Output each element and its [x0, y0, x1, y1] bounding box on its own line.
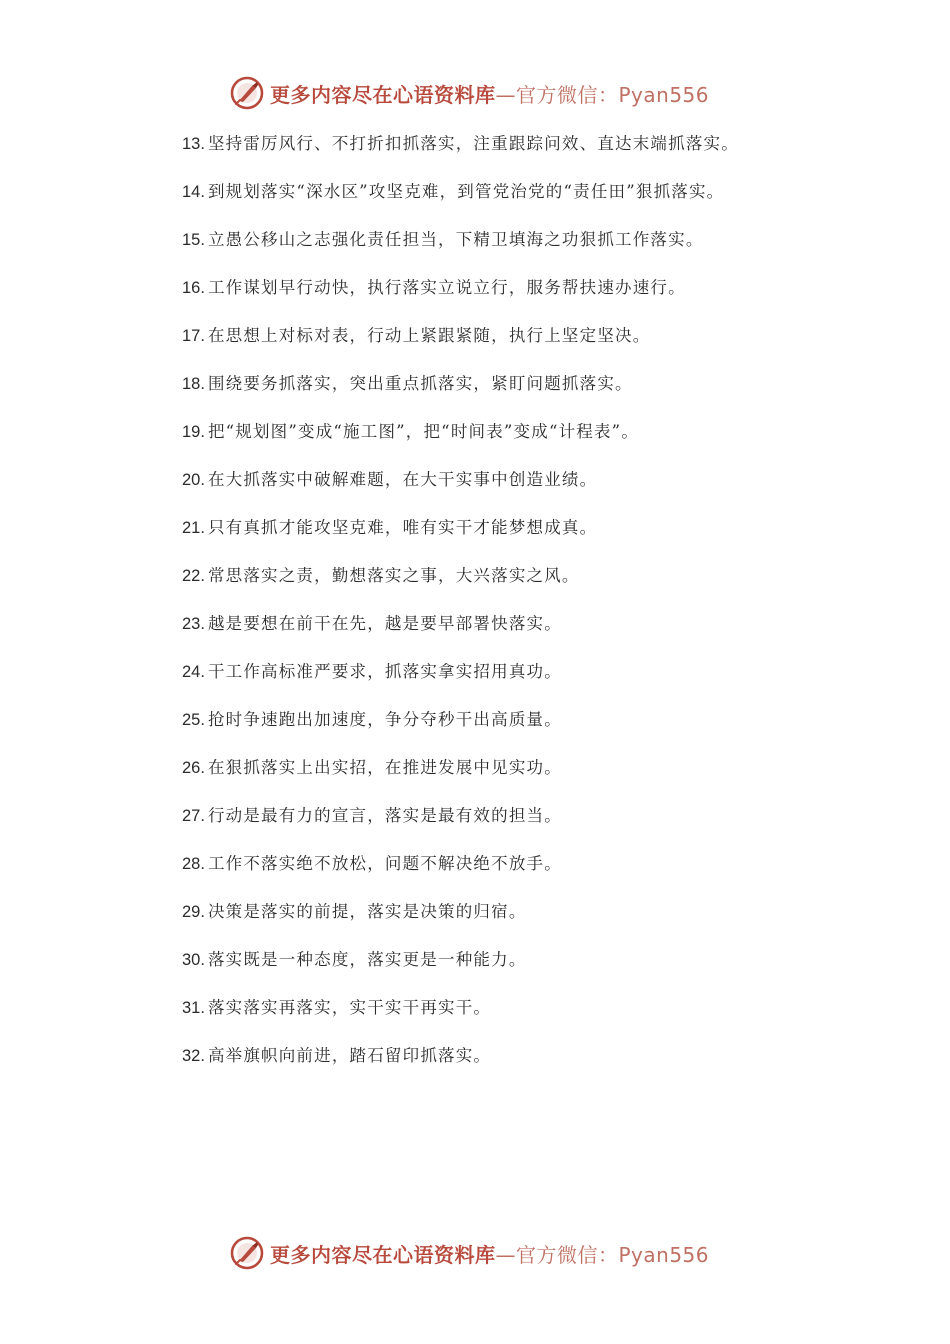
list-item — [182, 706, 882, 754]
item-number: 32. — [182, 1047, 205, 1065]
list-item — [182, 658, 882, 706]
item-text: 在大抓落实中破解难题，在大干实事中创造业绩。 — [207, 470, 598, 489]
item-text: 在狠抓落实上出实招，在推进发展中见实功。 — [207, 758, 562, 777]
list-item — [182, 802, 882, 850]
list-item — [182, 1042, 882, 1090]
item-text: 越是要想在前干在先，越是要早部署快落实。 — [207, 614, 562, 633]
item-text: 在思想上对标对表，行动上紧跟紧随，执行上坚定坚决。 — [207, 326, 651, 345]
quill-logo-icon — [230, 1236, 264, 1270]
item-text: 立愚公移山之志强化责任担当，下精卫填海之功狠抓工作落实。 — [207, 230, 704, 249]
list-item — [182, 274, 882, 322]
item-number: 29. — [182, 903, 205, 921]
list-item — [182, 754, 882, 802]
item-number: 17. — [182, 327, 205, 345]
item-text: 到规划落实“深水区”攻坚克难，到管党治党的“责任田”狠抓落实。 — [207, 182, 725, 201]
item-number: 27. — [182, 807, 205, 825]
item-text: 工作谋划早行动快，执行落实立说立行，服务帮扶速办速行。 — [207, 278, 686, 297]
list-item — [182, 562, 882, 610]
item-text: 抢时争速跑出加速度，争分夺秒干出高质量。 — [207, 710, 562, 729]
item-text: 只有真抓才能攻坚克难，唯有实干才能梦想成真。 — [207, 518, 598, 537]
item-number: 22. — [182, 567, 205, 585]
item-text: 高举旗帜向前进，踏石留印抓落实。 — [207, 1046, 492, 1065]
item-text: 落实落实再落实，实干实干再实干。 — [207, 998, 492, 1017]
item-number: 30. — [182, 951, 205, 969]
item-number: 15. — [182, 231, 205, 249]
slogan-list — [182, 130, 882, 1090]
item-number: 18. — [182, 375, 205, 393]
item-text: 工作不落实绝不放松，问题不解决绝不放手。 — [207, 854, 562, 873]
item-number: 20. — [182, 471, 205, 489]
list-item — [182, 370, 882, 418]
list-item — [182, 130, 882, 178]
item-number: 13. — [182, 135, 205, 153]
list-item — [182, 322, 882, 370]
item-text: 把“规划图”变成“施工图”，把“时间表”变成“计程表”。 — [207, 422, 640, 441]
item-number: 25. — [182, 711, 205, 729]
list-item — [182, 994, 882, 1042]
banner-contact-text: —官方微信：Pyan556 — [495, 82, 710, 107]
item-text: 常思落实之责，勤想落实之事，大兴落实之风。 — [207, 566, 580, 585]
list-item — [182, 898, 882, 946]
list-item — [182, 466, 882, 514]
banner-brand-text: 更多内容尽在心语资料库 — [270, 1242, 496, 1267]
footer-banner — [230, 1233, 709, 1273]
item-number: 16. — [182, 279, 205, 297]
banner-brand-text: 更多内容尽在心语资料库 — [270, 82, 496, 107]
item-number: 21. — [182, 519, 205, 537]
item-number: 23. — [182, 615, 205, 633]
list-item — [182, 178, 882, 226]
item-text: 落实既是一种态度，落实更是一种能力。 — [207, 950, 527, 969]
banner-contact-text: —官方微信：Pyan556 — [495, 1242, 710, 1267]
item-text: 坚持雷厉风行、不打折扣抓落实，注重跟踪问效、直达末端抓落实。 — [207, 134, 739, 153]
list-item — [182, 610, 882, 658]
list-item — [182, 418, 882, 466]
item-text: 围绕要务抓落实，突出重点抓落实，紧盯问题抓落实。 — [207, 374, 633, 393]
quill-logo-icon — [230, 76, 264, 110]
item-text: 干工作高标准严要求，抓落实拿实招用真功。 — [207, 662, 562, 681]
item-number: 26. — [182, 759, 205, 777]
item-text: 行动是最有力的宣言，落实是最有效的担当。 — [207, 806, 562, 825]
item-number: 24. — [182, 663, 205, 681]
list-item — [182, 226, 882, 274]
item-number: 28. — [182, 855, 205, 873]
item-text: 决策是落实的前提，落实是决策的归宿。 — [207, 902, 527, 921]
item-number: 14. — [182, 183, 205, 201]
list-item — [182, 514, 882, 562]
item-number: 31. — [182, 999, 205, 1017]
list-item — [182, 946, 882, 994]
item-number: 19. — [182, 423, 205, 441]
list-item — [182, 850, 882, 898]
header-banner — [230, 73, 709, 113]
